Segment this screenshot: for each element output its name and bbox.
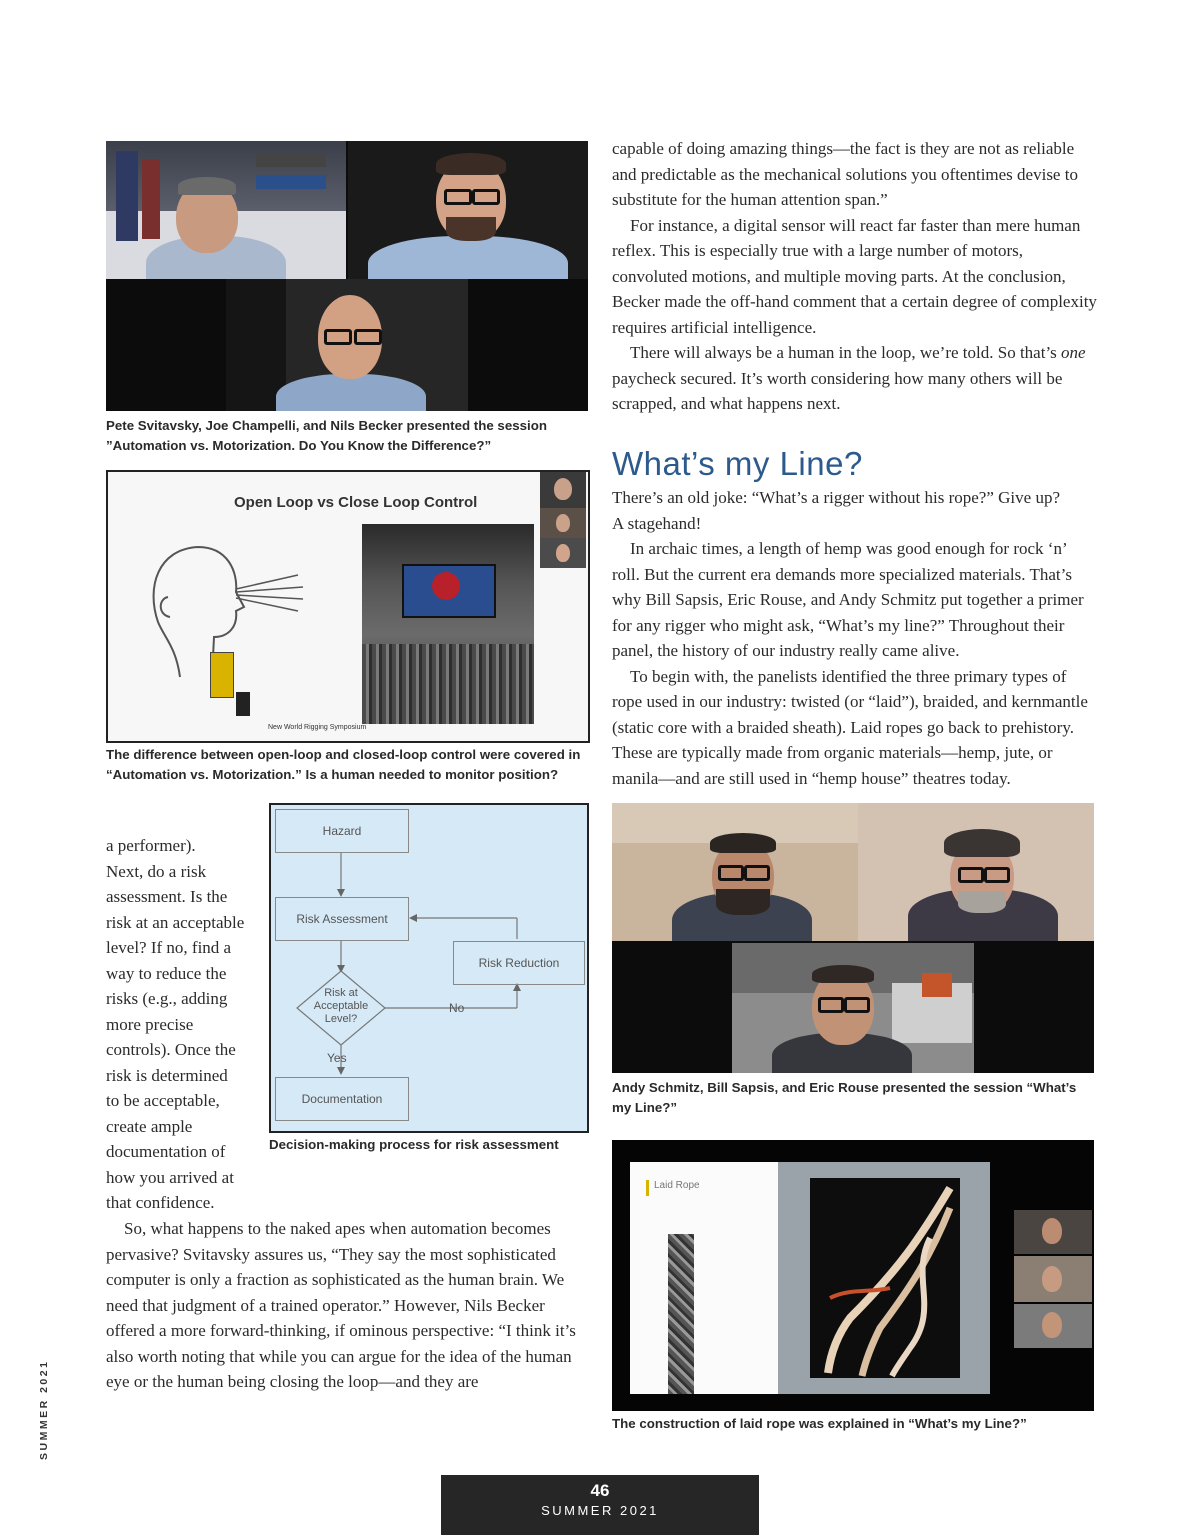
paragraph-capable: capable of doing amazing things—the fact is they are not as reliable and predictable as the mechanical solutions you oftentimes devise to substitute for the human attention span.” (612, 139, 1078, 209)
side-running-label: SUMMER 2021 (38, 1359, 50, 1460)
paragraph-sensor: For instance, a digital sensor will react far faster than mere human reflex. This is especially true with a large number of motors, convoluted motions, and multiple moving parts. At the conclusion, Becker made the off-hand comment that a certain degree of complexity requires artificial intelligence. (612, 215, 1097, 337)
photo-3-caption: The construction of laid rope was explained in “What’s my Line?” (612, 1416, 1027, 1431)
rope-photo (810, 1178, 960, 1378)
text-line: risk at an acceptable (106, 912, 245, 932)
flow-no-label: No (449, 1001, 465, 1015)
text-line: more precise (106, 1014, 194, 1034)
flow-yes-label: Yes (327, 1051, 347, 1065)
encoder-box (236, 692, 250, 716)
p3-before: There will always be a human in the loop, we’re told. So that’s (630, 343, 1062, 362)
p3-emphasis: one (1061, 343, 1086, 362)
joke-line-1: There’s an old joke: “What’s a rigger without his rope?” Give up? (612, 488, 1060, 507)
issue-label: SUMMER 2021 (541, 1503, 659, 1518)
paragraph-human-loop (612, 340, 1098, 417)
section-heading: What’s my Line? (612, 445, 863, 482)
laid-rope-label: Laid Rope (654, 1180, 700, 1191)
text-line: to be acceptable, (106, 1091, 220, 1110)
participant-tile-b (1014, 1256, 1092, 1302)
slide-left-panel (630, 1162, 778, 1394)
flow-box-documentation (275, 1077, 409, 1121)
decision-line: Acceptable (313, 1000, 369, 1012)
video-tile-svitavsky (106, 141, 346, 279)
photo-1-caption: Pete Svitavsky, Joe Champelli, and Nils Becker presented the session ”Automation vs. Motorization. Do You Know the Difference?” (106, 418, 547, 453)
documentation-label: Documentation (301, 1092, 383, 1106)
video-tile-champelli (348, 141, 588, 279)
text-line: assessment. Is the (106, 887, 228, 906)
page-footer (441, 1475, 759, 1535)
text-line: how you arrived at (106, 1167, 234, 1187)
risk-flowchart (269, 803, 589, 1133)
video-tile-becker (226, 279, 468, 411)
video-tile-rouse (732, 943, 974, 1073)
risk-reduction-label: Risk Reduction (478, 956, 560, 970)
text-line: documentation of (106, 1142, 226, 1161)
flow-box-risk-reduction (453, 941, 585, 985)
paragraph-rope-types: To begin with, the panelists identified the three primary types of rope used in our industry: twisted (or “laid”), braided, and kernmantle (static core with a braided sheath). Laid ropes go back to prehistory. These are typically made from organic materials—hemp, jute, or manila—and are still used in “hemp house” theatres today. (612, 666, 1088, 788)
joke-line-2: A stagehand! (612, 513, 702, 533)
photo-2-caption: Andy Schmitz, Bill Sapsis, and Eric Rouse presented the session “What’s my Line?” (612, 1080, 1077, 1115)
video-call-photo-2 (612, 803, 1094, 1073)
flowchart-caption: Decision-making process for risk assessment (269, 1137, 559, 1152)
right-top-text (612, 136, 1098, 417)
slide-footer-text: New World Rigging Symposium (268, 724, 367, 731)
right-section-text (612, 485, 1098, 791)
flow-box-hazard (275, 809, 409, 853)
video-call-photo-1 (106, 141, 588, 411)
video-tile-sapsis (858, 803, 1094, 941)
encoder-device (210, 652, 234, 698)
text-line: risk is determined (106, 1065, 228, 1085)
flow-decision-label (301, 987, 381, 1026)
risk-assessment-label: Risk Assessment (296, 912, 388, 926)
slide-title: Open Loop vs Close Loop Control (234, 494, 478, 511)
text-line: level? If no, find a (106, 938, 232, 957)
text-line: Next, do a risk (106, 861, 207, 881)
p3-after: paycheck secured. It’s worth considering how many others will be scrapped, and what happens next. (612, 368, 1063, 413)
rope-illustration (668, 1234, 694, 1394)
video-tile-schmitz (612, 803, 858, 941)
participant-tile-1 (540, 472, 586, 508)
laid-rope-slide (612, 1140, 1094, 1411)
participant-tile-a (1014, 1210, 1092, 1254)
flow-box-risk-assessment (275, 897, 409, 941)
text-line: that confidence. (106, 1193, 215, 1212)
unraveled-rope (810, 1178, 960, 1378)
text-line: a performer). (106, 836, 196, 855)
participant-tile-2 (540, 508, 586, 538)
decision-line: Risk at (324, 987, 358, 999)
text-line: create ample (106, 1116, 193, 1136)
participant-tile-c (1014, 1304, 1092, 1348)
text-line: controls). Once the (106, 1040, 236, 1059)
hazard-label: Hazard (322, 824, 362, 838)
slide-right-panel (778, 1162, 990, 1394)
left-paragraph (106, 1216, 588, 1395)
left-narrow-text (106, 833, 266, 1216)
paragraph-archaic: In archaic times, a length of hemp was good enough for rock ‘n’ roll. But the current era demands more specialized materials. That’s why Bill Sapsis, Eric Rouse, and Andy Schmitz put together a primer for any rigger who might ask, “What’s my line?” Throughout their panel, the history of our industry really came alive. (612, 539, 1084, 660)
participant-tile-3 (540, 538, 586, 568)
decision-line: Level? (324, 1013, 358, 1025)
page-number: 46 (590, 1481, 610, 1500)
text-line: risks (e.g., adding (106, 989, 228, 1008)
arena-photo (362, 524, 534, 724)
paragraph-naked-apes: So, what happens to the naked apes when automation becomes pervasive? Svitavsky assures us, “They say the most sophisticated computer is only a fraction as sophisticated as the human brain. We need that judgment of a trained operator.” However, Nils Becker offered a more forward-thinking, if ominous perspective: “I think it’s also worth noting that while you can argue for the idea of the human eye or the human being closing the loop—and they are (106, 1219, 576, 1391)
text-line: way to reduce the (106, 963, 227, 983)
slide-1-caption: The difference between open-loop and closed-loop control were covered in “Automation vs. Motorization.” Is a human needed to monitor position? (106, 747, 581, 782)
open-closed-loop-slide (106, 470, 590, 743)
